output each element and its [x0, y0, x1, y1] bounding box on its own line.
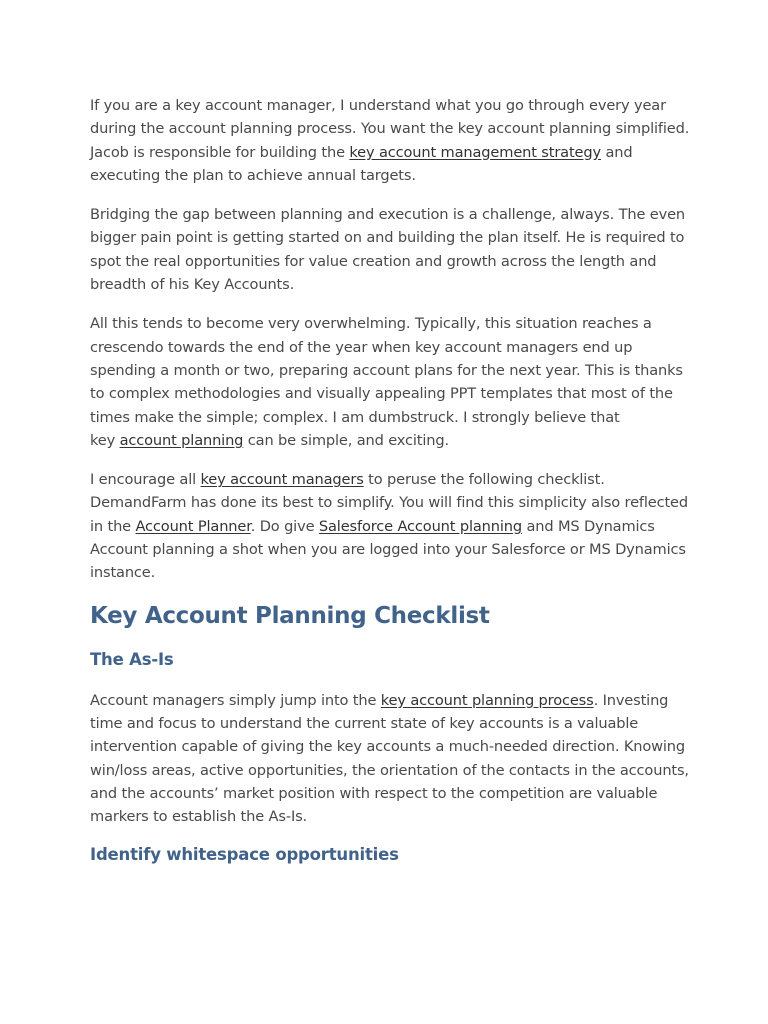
as-is-text-2: . Investing time and focus to understand the current state of key accounts is a valuable intervention capable of giving the key accounts a much-needed direction. Knowing win/loss areas, active opportunities, the orientation of the contacts in the accounts, and the accounts’ market position with respect to the competition are valuable markers to establish the As-Is. — [90, 691, 689, 826]
as-is-heading: The As-Is — [90, 649, 174, 669]
as-is-text-1: Account managers simply jump into the — [90, 691, 381, 709]
whitespace-heading: Identify whitespace opportunities — [90, 845, 399, 865]
article-body — [90, 94, 690, 884]
intro-p1-text-2: and executing the plan to achieve annual targets. — [90, 143, 633, 184]
intro-paragraph-3 — [90, 312, 690, 452]
intro-p4-text-2: to peruse the following checklist. DemandFarm has done its best to simplify. You will find this simplicity also reflected in the — [90, 471, 689, 535]
account-planner-link[interactable]: Account Planner — [135, 517, 251, 535]
key-account-managers-link[interactable]: key account managers — [200, 471, 364, 489]
intro-p3-text-2: can be simple, and exciting. — [243, 431, 449, 449]
intro-p3-text-1: All this tends to become very overwhelming. Typically, this situation reaches a crescendo towards the end of the year when key account managers end up spending a month or two, preparing account plans for the next year. This is thanks to complex methodologies and visually appealing PPT templates that most of the times make the simple; complex. I am dumbstruck. I strongly believe that key — [90, 315, 683, 449]
intro-p2-text-1: Bridging the gap between planning and execution is a challenge, always. The even bigger pain point is getting started on and building the plan itself. He is required to spot the real opportunities for value creation and growth across the length and breadth of his Key Accounts. — [90, 206, 686, 294]
as-is-paragraph — [90, 689, 690, 829]
intro-p4-text-4: and MS Dynamics Account planning a shot when you are logged into your Salesforce or MS Dynamics instance. — [90, 517, 686, 582]
intro-p4-text-3: . Do give — [250, 517, 319, 535]
intro-paragraph-2 — [90, 203, 690, 296]
account-planning-link[interactable]: account planning — [119, 431, 244, 449]
intro-p4-text-1: I encourage all — [90, 471, 201, 489]
checklist-heading: Key Account Planning Checklist — [90, 602, 490, 629]
key-account-management-strategy-link[interactable]: key account management strategy — [349, 143, 601, 161]
intro-paragraph-4 — [90, 468, 690, 584]
intro-p1-text-1: If you are a key account manager, I understand what you go through every year during the account planning process. You want the key account planning simplified. Jacob is responsible for building the — [90, 97, 690, 161]
intro-paragraph-1 — [90, 94, 690, 187]
key-account-planning-process-link[interactable]: key account planning process — [380, 691, 594, 709]
salesforce-account-planning-link[interactable]: Salesforce Account planning — [318, 517, 522, 535]
